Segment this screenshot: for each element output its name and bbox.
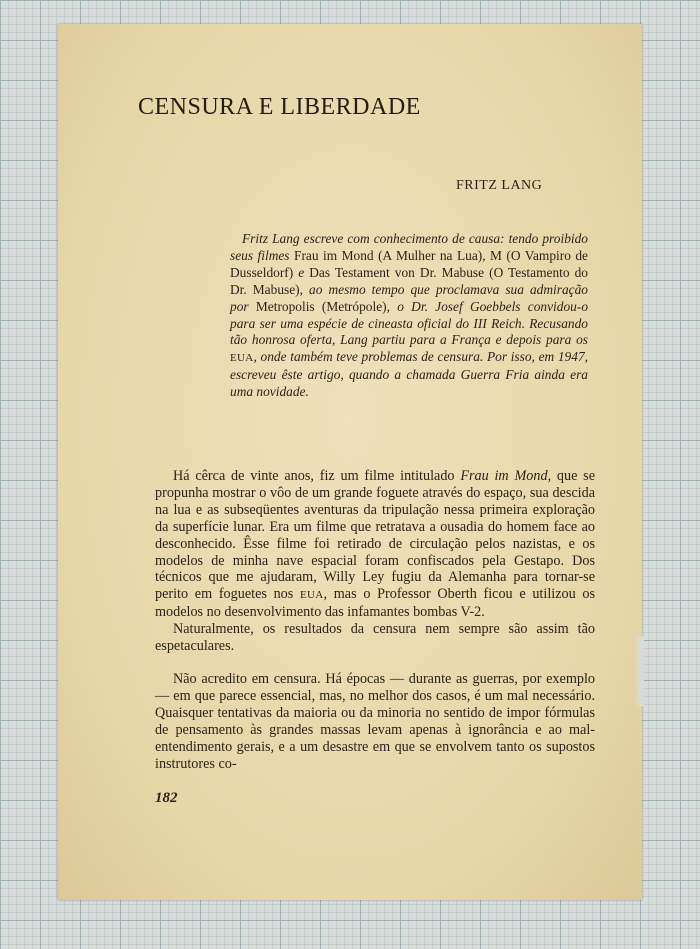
torn-edge bbox=[634, 636, 644, 706]
paragraph-1 bbox=[155, 468, 595, 621]
intro-film-1: Frau im Mond (A Mulher na Lua), M (O Vampiro de Dusseldorf) bbox=[230, 247, 588, 280]
intro-text-4: , o Dr. Josef Goebbels convidou-o para ser uma espécie de cineasta oficial do III Reich. Recusando tão honrosa oferta, Lang partiu para a França e depois para os bbox=[230, 298, 589, 348]
paragraph-1-c: , mas o Professor Oberth ficou e utilizou os modelos no desenvolvimento das infamantes bombas V-2. bbox=[155, 586, 595, 621]
paragraph-2: Naturalmente, os resultados da censura nem sempre são assim tão espetaculares. bbox=[155, 621, 595, 655]
intro-eua: EUA bbox=[230, 352, 254, 365]
intro-text-2: e bbox=[293, 264, 310, 280]
paragraph-3: Não acredito em censura. Há épocas — durante as guerras, por exemplo — em que parece essencial, mas, no melhor dos casos, é um mal necessário. Quaisquer tentativas da maioria ou da minoria no sentido de impor fórmulas de pensamento às grandes massas levam apenas à ignorância e ao mal-entendimento gerais, e a um desastre em que se envolvem tanto os supostos instrutores co- bbox=[155, 670, 595, 772]
article-author: FRITZ LANG bbox=[456, 178, 543, 193]
article-title: CENSURA E LIBERDADE bbox=[138, 94, 421, 120]
page-number: 182 bbox=[155, 790, 178, 806]
paragraph-1-a: Há cêrca de vinte anos, fiz um filme intitulado bbox=[173, 468, 461, 484]
article-intro bbox=[230, 231, 588, 401]
intro-text-3: , ao mesmo tempo que proclamava sua admiração por bbox=[230, 281, 588, 314]
intro-film-3: Metropolis (Metrópole) bbox=[255, 298, 387, 314]
intro-text-1: Fritz Lang escreve com conhecimento de causa: tendo proibido seus filmes bbox=[230, 231, 588, 263]
paragraph-1-film: Frau im Mond bbox=[460, 468, 548, 484]
paragraph-1-b: , que se propunha mostrar o vôo de um grande foguete através do espaço, sua descida na lua e as subseqüentes aventuras da tripulação nessa primeira exploração da superfície lunar. Era um filme que retratava a ousadia do homem face ao desconhecido. Êsse filme foi retirado de circulação pelos nazistas, e os modelos de minha nave espacial foram confiscados pela Gestapo. Dos técnicos que me ajudaram, Willy Ley fugiu da Alemanha para tornar-se perito em foguetes nos bbox=[155, 468, 595, 603]
intro-text-5: , onde também teve problemas de censura. Por isso, em 1947, escreveu êste artigo, quando a chamada Guerra Fria ainda era uma novidade. bbox=[230, 349, 588, 400]
paragraph-1-eua: EUA bbox=[300, 589, 324, 602]
article-body bbox=[155, 468, 595, 772]
intro-film-2: Das Testament von Dr. Mabuse (O Testamento do Dr. Mabuse) bbox=[230, 264, 588, 297]
book-page bbox=[58, 24, 642, 900]
